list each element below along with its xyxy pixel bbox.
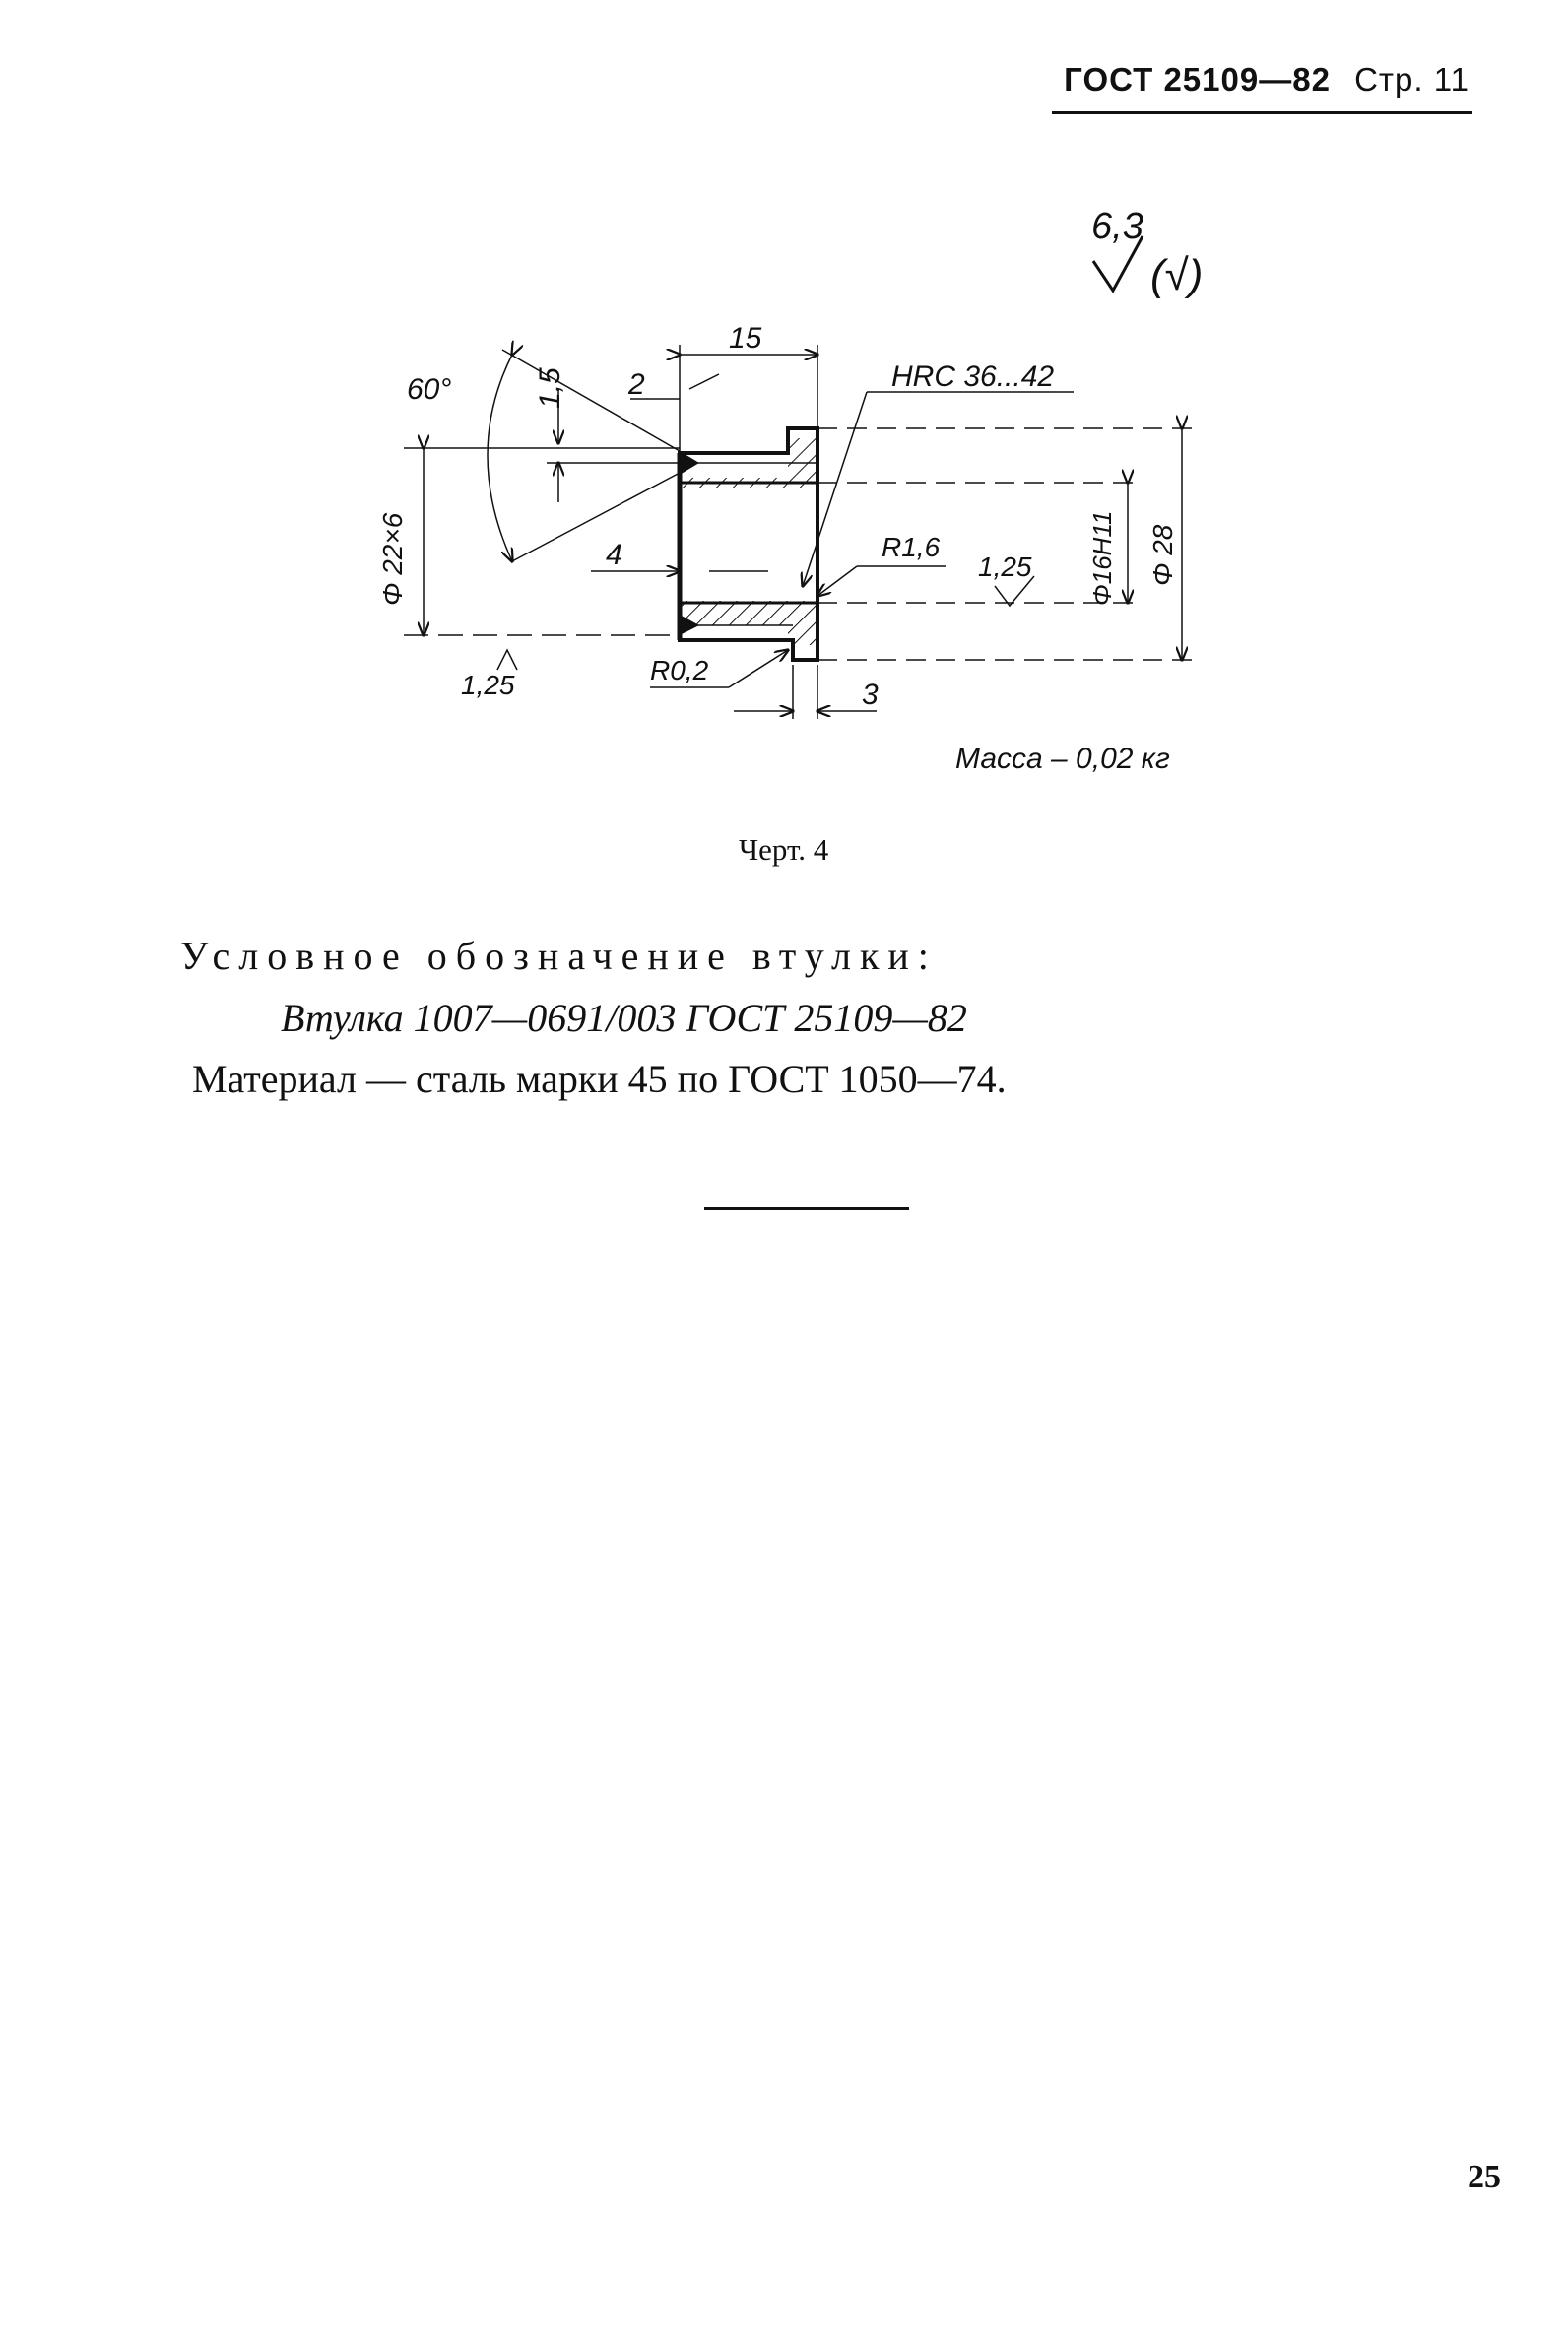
dim-groove: 3 xyxy=(862,679,879,711)
dim-4: 4 xyxy=(606,539,622,571)
designation-heading: Условное обозначение втулки: xyxy=(180,934,938,978)
roughness-general-symbol xyxy=(1091,206,1203,299)
dimension-lines xyxy=(404,345,1197,719)
roughness-thread-label: 1,25 xyxy=(461,670,515,700)
dim-chamfer: 2 xyxy=(628,368,645,401)
radius-groove-label: R0,2 xyxy=(650,655,709,685)
hardness-label: HRC 36...42 xyxy=(891,360,1055,393)
bore-label: Φ16H11 xyxy=(1087,510,1117,606)
end-rule xyxy=(704,1207,909,1210)
dim-length: 15 xyxy=(729,322,762,355)
radius-inner-label: R1,6 xyxy=(882,532,941,562)
material-line: Материал — сталь марки 45 по ГОСТ 1050—74. xyxy=(192,1057,1007,1101)
bushing-section xyxy=(680,428,817,660)
figure-caption: Черт. 4 xyxy=(739,832,829,867)
page-ref: Стр. 11 xyxy=(1354,61,1470,98)
mass-label: Масса – 0,02 кг xyxy=(955,743,1170,775)
roughness-general-value: 6,3 xyxy=(1091,206,1143,247)
roughness-other-symbol: (√) xyxy=(1150,251,1204,299)
dim-thread-depth: 1,5 xyxy=(534,367,566,409)
technical-drawing xyxy=(0,0,1568,808)
roughness-bore-label: 1,25 xyxy=(978,552,1032,582)
designation-value: Втулка 1007—0691/003 ГОСТ 25109—82 xyxy=(281,996,967,1040)
outer-diameter-label: Φ 28 xyxy=(1147,524,1178,586)
doc-code: ГОСТ 25109—82 xyxy=(1064,61,1331,98)
thread-label: Φ 22×6 xyxy=(377,512,408,606)
page-number: 25 xyxy=(1468,2159,1501,2195)
angle-label: 60° xyxy=(407,373,452,406)
